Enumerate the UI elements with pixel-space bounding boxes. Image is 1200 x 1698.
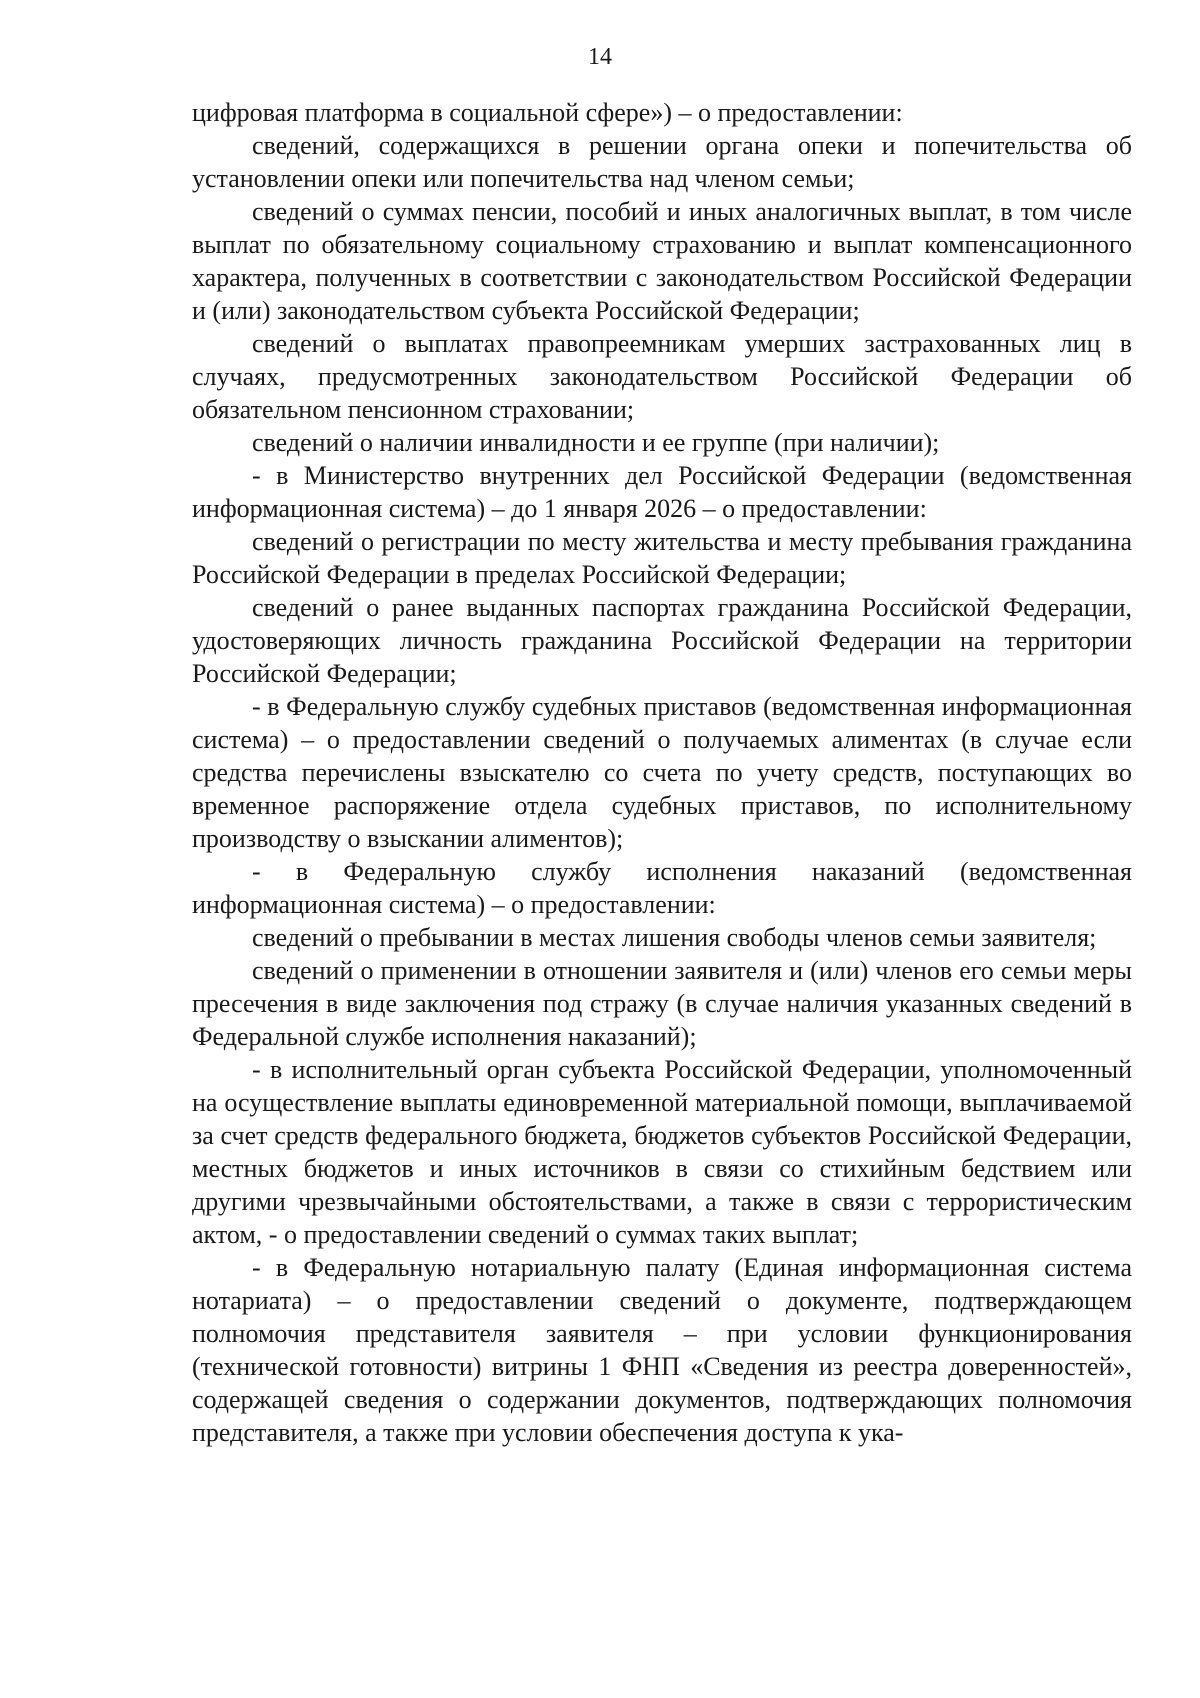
paragraph: сведений о суммах пенсии, пособий и иных аналогичных выплат, в том числе выплат по обязательному социальному страхованию и выплат компенсационного характера, полученных в соответствии с законодательством Российской Федерации и (или) законодательством субъекта Российской Федерации;	[192, 197, 1132, 325]
paragraph: - в исполнительный орган субъекта Российской Федерации, уполномоченный на осуществление выплаты единовременной материальной помощи, выплачиваемой за счет средств федерального бюджета, бюджетов субъектов Российской Федерации, местных бюджетов и иных источников в связи со стихийным бедствием или другими чрезвычайными обстоятельствами, а также в связи с террористическим актом, - о предоставлении сведений о суммах таких выплат;	[192, 1055, 1132, 1249]
paragraph: - в Федеральную нотариальную палату (Единая информационная система нотариата) – о предоставлении сведений о документе, подтверждающем полномочия представителя заявителя – при условии функционирования (технической готовности) витрины 1 ФНП «Сведения из реестра доверенностей», содержащей сведения о содержании документов, подтверждающих полномочия представителя, а также при условии обеспечения доступа к ука-	[192, 1253, 1132, 1447]
paragraph: сведений о ранее выданных паспортах гражданина Российской Федерации, удостоверяющих личность гражданина Российской Федерации на территории Российской Федерации;	[192, 593, 1132, 688]
paragraph: сведений о выплатах правопреемникам умерших застрахованных лиц в случаях, предусмотренных законодательством Российской Федерации об обязательном пенсионном страховании;	[192, 329, 1132, 424]
paragraph: сведений о регистрации по месту жительства и месту пребывания гражданина Российской Федерации в пределах Российской Федерации;	[192, 527, 1132, 589]
paragraph: сведений о применении в отношении заявителя и (или) членов его семьи меры пресечения в виде заключения под стражу (в случае наличия указанных сведений в Федеральной службе исполнения наказаний);	[192, 956, 1132, 1051]
paragraph: сведений о пребывании в местах лишения свободы членов семьи заявителя;	[252, 923, 1097, 952]
document-text	[192, 96, 1132, 1449]
paragraph: цифровая платформа в социальной сфере») – о предоставлении:	[192, 98, 903, 127]
paragraph: - в Министерство внутренних дел Российской Федерации (ведомственная информационная система) – до 1 января 2026 – о предоставлении:	[192, 461, 1132, 523]
paragraph: - в Федеральную службу исполнения наказаний (ведомственная информационная система) – о предоставлении:	[192, 857, 1132, 919]
paragraph: сведений о наличии инвалидности и ее группе (при наличии);	[252, 428, 940, 457]
paragraph: - в Федеральную службу судебных приставов (ведомственная информационная система) – о предоставлении сведений о получаемых алиментах (в случае если средства перечислены взыскателю со счета по учету средств, поступающих во временное распоряжение отдела судебных приставов, по исполнительному производству о взыскании алиментов);	[192, 692, 1132, 853]
paragraph: сведений, содержащихся в решении органа опеки и попечительства об установлении опеки или попечительства над членом семьи;	[192, 131, 1132, 193]
page-number: 14	[588, 44, 612, 70]
